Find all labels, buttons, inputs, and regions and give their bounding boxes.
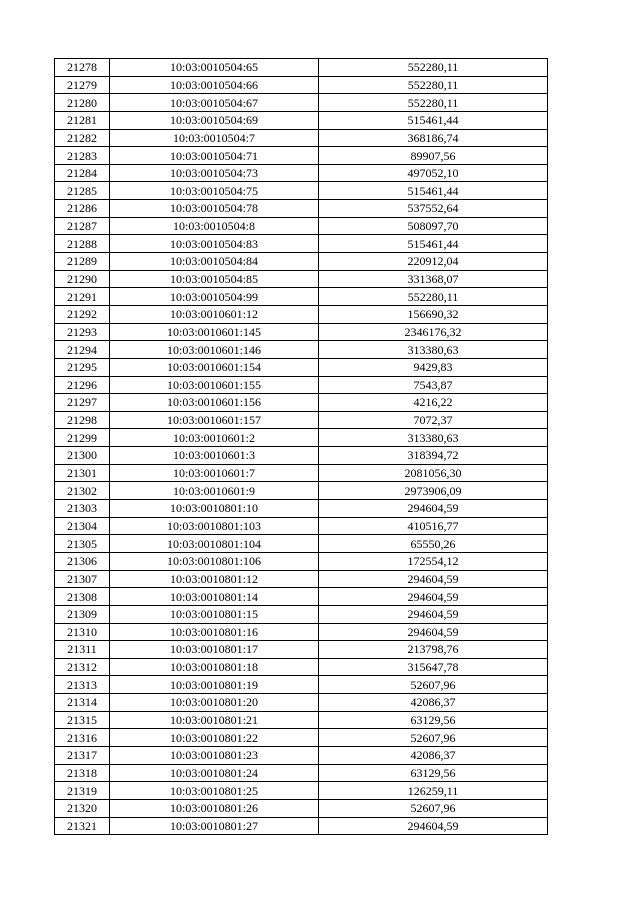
row-number-cell: 21310 [55,623,110,641]
value-cell: 294604,59 [319,817,548,835]
value-cell: 172554,12 [319,552,548,570]
table-row [55,253,548,271]
table-row [55,270,548,288]
table-row [55,394,548,412]
value-cell: 9429,83 [319,358,548,376]
row-number-cell: 21317 [55,746,110,764]
value-cell: 42086,37 [319,746,548,764]
cadastral-number-cell: 10:03:0010504:83 [110,235,319,253]
table-row [55,570,548,588]
cadastral-number-cell: 10:03:0010601:157 [110,411,319,429]
table-row [55,200,548,218]
table-row [55,76,548,94]
table-row [55,817,548,835]
value-cell: 537552,64 [319,200,548,218]
row-number-cell: 21306 [55,552,110,570]
value-cell: 552280,11 [319,76,548,94]
table-row [55,111,548,129]
table-row [55,129,548,147]
cadastral-number-cell: 10:03:0010601:3 [110,447,319,465]
value-cell: 220912,04 [319,253,548,271]
table-row [55,535,548,553]
table-row [55,676,548,694]
cadastral-number-cell: 10:03:0010504:69 [110,111,319,129]
row-number-cell: 21312 [55,658,110,676]
cadastral-number-cell: 10:03:0010504:71 [110,147,319,165]
row-number-cell: 21296 [55,376,110,394]
value-cell: 552280,11 [319,288,548,306]
table-row [55,552,548,570]
table-row [55,376,548,394]
table-row [55,799,548,817]
table-row [55,288,548,306]
table-row [55,323,548,341]
cadastral-number-cell: 10:03:0010504:85 [110,270,319,288]
table-row [55,746,548,764]
row-number-cell: 21284 [55,164,110,182]
cadastral-number-cell: 10:03:0010504:78 [110,200,319,218]
row-number-cell: 21291 [55,288,110,306]
table-row [55,217,548,235]
value-cell: 213798,76 [319,641,548,659]
cadastral-number-cell: 10:03:0010504:84 [110,253,319,271]
value-cell: 368186,74 [319,129,548,147]
cadastral-number-cell: 10:03:0010801:16 [110,623,319,641]
value-cell: 294604,59 [319,570,548,588]
row-number-cell: 21298 [55,411,110,429]
row-number-cell: 21304 [55,517,110,535]
table-row [55,358,548,376]
value-cell: 52607,96 [319,729,548,747]
table-row [55,164,548,182]
value-cell: 52607,96 [319,799,548,817]
value-cell: 552280,11 [319,94,548,112]
value-cell: 294604,59 [319,623,548,641]
value-cell: 313380,63 [319,341,548,359]
table-row [55,94,548,112]
cadastral-number-cell: 10:03:0010801:15 [110,605,319,623]
value-cell: 52607,96 [319,676,548,694]
row-number-cell: 21288 [55,235,110,253]
value-cell: 515461,44 [319,182,548,200]
row-number-cell: 21318 [55,764,110,782]
row-number-cell: 21315 [55,711,110,729]
cadastral-number-cell: 10:03:0010801:10 [110,500,319,518]
row-number-cell: 21303 [55,500,110,518]
cadastral-number-cell: 10:03:0010801:12 [110,570,319,588]
value-cell: 515461,44 [319,111,548,129]
value-cell: 126259,11 [319,782,548,800]
row-number-cell: 21281 [55,111,110,129]
value-cell: 318394,72 [319,447,548,465]
row-number-cell: 21283 [55,147,110,165]
cadastral-number-cell: 10:03:0010504:8 [110,217,319,235]
table-row [55,711,548,729]
row-number-cell: 21320 [55,799,110,817]
table-row [55,729,548,747]
row-number-cell: 21295 [55,358,110,376]
cadastral-number-cell: 10:03:0010601:145 [110,323,319,341]
row-number-cell: 21314 [55,694,110,712]
table-row [55,658,548,676]
value-cell: 65550,26 [319,535,548,553]
row-number-cell: 21311 [55,641,110,659]
value-cell: 294604,59 [319,605,548,623]
row-number-cell: 21308 [55,588,110,606]
table-row [55,641,548,659]
cadastral-number-cell: 10:03:0010801:23 [110,746,319,764]
table-body [55,59,548,835]
cadastral-number-cell: 10:03:0010504:67 [110,94,319,112]
row-number-cell: 21299 [55,429,110,447]
value-cell: 552280,11 [319,59,548,77]
row-number-cell: 21301 [55,464,110,482]
table-row [55,500,548,518]
row-number-cell: 21302 [55,482,110,500]
table-row [55,764,548,782]
value-cell: 7072,37 [319,411,548,429]
value-cell: 515461,44 [319,235,548,253]
row-number-cell: 21316 [55,729,110,747]
row-number-cell: 21321 [55,817,110,835]
row-number-cell: 21289 [55,253,110,271]
value-cell: 315647,78 [319,658,548,676]
row-number-cell: 21280 [55,94,110,112]
cadastral-number-cell: 10:03:0010801:103 [110,517,319,535]
cadastral-number-cell: 10:03:0010601:2 [110,429,319,447]
table-row [55,447,548,465]
value-cell: 410516,77 [319,517,548,535]
table-row [55,605,548,623]
value-cell: 508097,70 [319,217,548,235]
value-cell: 2081056,30 [319,464,548,482]
value-cell: 2973906,09 [319,482,548,500]
value-cell: 294604,59 [319,588,548,606]
table-row [55,411,548,429]
table-row [55,482,548,500]
cadastral-number-cell: 10:03:0010801:27 [110,817,319,835]
cadastral-number-cell: 10:03:0010801:14 [110,588,319,606]
row-number-cell: 21293 [55,323,110,341]
cadastral-number-cell: 10:03:0010801:19 [110,676,319,694]
cadastral-number-cell: 10:03:0010801:106 [110,552,319,570]
row-number-cell: 21279 [55,76,110,94]
cadastral-number-cell: 10:03:0010801:21 [110,711,319,729]
value-cell: 63129,56 [319,764,548,782]
cadastral-number-cell: 10:03:0010504:75 [110,182,319,200]
row-number-cell: 21300 [55,447,110,465]
table-row [55,623,548,641]
value-cell: 313380,63 [319,429,548,447]
value-cell: 294604,59 [319,500,548,518]
row-number-cell: 21305 [55,535,110,553]
table-row [55,782,548,800]
cadastral-number-cell: 10:03:0010601:155 [110,376,319,394]
cadastral-number-cell: 10:03:0010601:7 [110,464,319,482]
row-number-cell: 21297 [55,394,110,412]
table-row [55,59,548,77]
value-cell: 89907,56 [319,147,548,165]
cadastral-number-cell: 10:03:0010801:26 [110,799,319,817]
cadastral-number-cell: 10:03:0010601:9 [110,482,319,500]
cadastral-number-cell: 10:03:0010801:20 [110,694,319,712]
cadastral-number-cell: 10:03:0010601:156 [110,394,319,412]
cadastral-number-cell: 10:03:0010801:17 [110,641,319,659]
cadastral-number-cell: 10:03:0010601:154 [110,358,319,376]
value-cell: 42086,37 [319,694,548,712]
table-row [55,694,548,712]
cadastral-number-cell: 10:03:0010504:7 [110,129,319,147]
cadastral-number-cell: 10:03:0010801:104 [110,535,319,553]
table-row [55,429,548,447]
value-cell: 63129,56 [319,711,548,729]
row-number-cell: 21287 [55,217,110,235]
table-row [55,341,548,359]
row-number-cell: 21278 [55,59,110,77]
table-row [55,305,548,323]
value-cell: 4216,22 [319,394,548,412]
cadastral-number-cell: 10:03:0010801:24 [110,764,319,782]
value-cell: 156690,32 [319,305,548,323]
cadastral-value-table [54,58,548,835]
row-number-cell: 21319 [55,782,110,800]
table-row [55,147,548,165]
cadastral-number-cell: 10:03:0010601:12 [110,305,319,323]
document-page [54,58,547,835]
cadastral-number-cell: 10:03:0010801:25 [110,782,319,800]
row-number-cell: 21282 [55,129,110,147]
value-cell: 2346176,32 [319,323,548,341]
value-cell: 497052,10 [319,164,548,182]
row-number-cell: 21309 [55,605,110,623]
table-row [55,182,548,200]
table-row [55,517,548,535]
row-number-cell: 21285 [55,182,110,200]
row-number-cell: 21307 [55,570,110,588]
table-row [55,588,548,606]
cadastral-number-cell: 10:03:0010504:66 [110,76,319,94]
cadastral-number-cell: 10:03:0010601:146 [110,341,319,359]
table-row [55,464,548,482]
cadastral-number-cell: 10:03:0010801:22 [110,729,319,747]
row-number-cell: 21290 [55,270,110,288]
row-number-cell: 21292 [55,305,110,323]
cadastral-number-cell: 10:03:0010504:65 [110,59,319,77]
value-cell: 331368,07 [319,270,548,288]
table-row [55,235,548,253]
row-number-cell: 21286 [55,200,110,218]
row-number-cell: 21313 [55,676,110,694]
cadastral-number-cell: 10:03:0010504:99 [110,288,319,306]
cadastral-number-cell: 10:03:0010801:18 [110,658,319,676]
row-number-cell: 21294 [55,341,110,359]
value-cell: 7543,87 [319,376,548,394]
cadastral-number-cell: 10:03:0010504:73 [110,164,319,182]
